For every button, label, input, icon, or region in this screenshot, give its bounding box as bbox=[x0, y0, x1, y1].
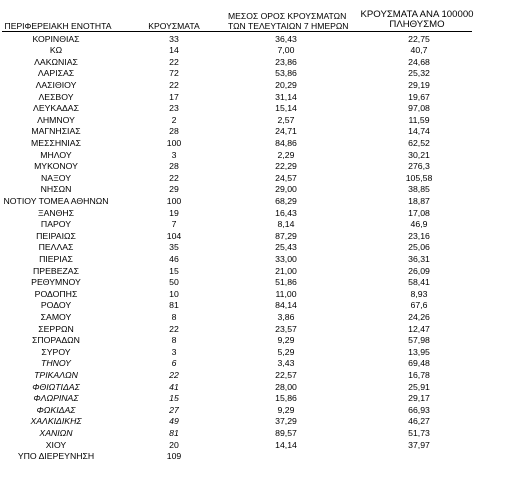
cases-cell: 10 bbox=[169, 288, 179, 299]
per100k-cell: 105,58 bbox=[405, 172, 433, 183]
cases-cell: 27 bbox=[169, 404, 179, 415]
region-cell: ΞΑΝΘΗΣ bbox=[37, 207, 75, 218]
avg7-cell: 16,43 bbox=[275, 207, 297, 218]
per100k-cell: 14,74 bbox=[408, 126, 430, 137]
region-cell: ΠΡΕΒΕΖΑΣ bbox=[33, 265, 79, 276]
per100k-cell: 57,98 bbox=[408, 335, 430, 346]
per100k-cell: 58,41 bbox=[408, 277, 430, 288]
header-divider bbox=[2, 31, 472, 32]
avg7-cell: 15,14 bbox=[275, 103, 297, 114]
avg7-cell: 3,43 bbox=[277, 358, 295, 369]
cases-cell: 41 bbox=[169, 381, 179, 392]
table-row bbox=[0, 80, 525, 91]
region-cell: ΝΗΣΩΝ bbox=[40, 184, 72, 195]
avg7-cell: 3,86 bbox=[277, 311, 295, 322]
table-row bbox=[0, 335, 525, 346]
cases-cell: 22 bbox=[169, 79, 179, 90]
region-cell: ΠΕΛΛΑΣ bbox=[38, 242, 74, 253]
avg7-cell: 2,29 bbox=[277, 149, 295, 160]
avg7-cell: 36,43 bbox=[275, 33, 297, 44]
region-cell: ΡΕΘΥΜΝΟΥ bbox=[31, 277, 81, 288]
per100k-cell: 24,26 bbox=[408, 311, 430, 322]
table-row bbox=[0, 312, 525, 323]
per100k-cell: 25,32 bbox=[408, 68, 430, 79]
table-row bbox=[0, 277, 525, 288]
region-cell: ΦΩΚΙΔΑΣ bbox=[36, 404, 76, 415]
region-cell: ΣΠΟΡΑΔΩΝ bbox=[32, 335, 80, 346]
table-row bbox=[0, 103, 525, 114]
avg7-cell: 22,29 bbox=[275, 161, 297, 172]
per100k-cell: 8,93 bbox=[410, 288, 428, 299]
region-cell: ΛΑΚΩΝΙΑΣ bbox=[34, 56, 78, 67]
table-row bbox=[0, 266, 525, 277]
cases-cell: 29 bbox=[169, 184, 179, 195]
table-row bbox=[0, 196, 525, 207]
table-row bbox=[0, 242, 525, 253]
region-cell: ΡΟΔΟΠΗΣ bbox=[34, 288, 78, 299]
per100k-cell: 66,93 bbox=[408, 404, 430, 415]
table-row bbox=[0, 358, 525, 369]
avg7-cell: 23,57 bbox=[275, 323, 297, 334]
header-region: ΠΕΡΙΦΕΡΕΙΑΚΗ ΕΝΟΤΗΤΑ bbox=[4, 21, 112, 31]
avg7-cell: 15,86 bbox=[275, 393, 297, 404]
per100k-cell: 51,73 bbox=[408, 427, 430, 438]
table-row bbox=[0, 138, 525, 149]
cases-cell: 81 bbox=[169, 427, 179, 438]
table-row bbox=[0, 347, 525, 358]
avg7-cell: 11,00 bbox=[275, 288, 297, 299]
avg7-cell: 29,00 bbox=[275, 184, 297, 195]
cases-cell: 22 bbox=[169, 323, 179, 334]
avg7-cell: 84,86 bbox=[275, 137, 297, 148]
cases-cell: 104 bbox=[166, 230, 182, 241]
region-cell: ΧΙΟΥ bbox=[45, 439, 67, 450]
region-cell: ΜΕΣΣΗΝΙΑΣ bbox=[31, 137, 81, 148]
avg7-cell: 87,29 bbox=[275, 230, 297, 241]
region-cell: ΡΟΔΟΥ bbox=[40, 300, 72, 311]
avg7-cell: 37,29 bbox=[275, 416, 297, 427]
per100k-cell: 30,21 bbox=[408, 149, 430, 160]
table-row bbox=[0, 405, 525, 416]
cases-cell: 23 bbox=[169, 103, 179, 114]
region-cell: ΜΗΛΟΥ bbox=[40, 149, 72, 160]
avg7-cell: 24,57 bbox=[275, 172, 297, 183]
header-cases: ΚΡΟΥΣΜΑΤΑ bbox=[148, 21, 200, 31]
region-cell: ΠΕΙΡΑΙΩΣ bbox=[36, 230, 76, 241]
region-cell: ΦΘΙΩΤΙΔΑΣ bbox=[32, 381, 80, 392]
avg7-cell: 51,86 bbox=[275, 277, 297, 288]
table-row bbox=[0, 184, 525, 195]
header-avg7-line2: ΤΩΝ ΤΕΛΕΥΤΑΙΩΝ 7 ΗΜΕΡΩΝ bbox=[228, 21, 349, 31]
table-row bbox=[0, 208, 525, 219]
per100k-cell: 46,27 bbox=[408, 416, 430, 427]
cases-cell: 100 bbox=[166, 195, 182, 206]
per100k-cell: 24,68 bbox=[408, 56, 430, 67]
table-row bbox=[0, 231, 525, 242]
cases-cell: 22 bbox=[169, 172, 179, 183]
region-cell: ΦΛΩΡΙΝΑΣ bbox=[33, 393, 79, 404]
table-row bbox=[0, 45, 525, 56]
cases-cell: 28 bbox=[169, 161, 179, 172]
table-row bbox=[0, 324, 525, 335]
region-cell: ΛΑΡΙΣΑΣ bbox=[37, 68, 75, 79]
table-row bbox=[0, 68, 525, 79]
per100k-cell: 17,08 bbox=[408, 207, 430, 218]
cases-cell: 49 bbox=[169, 416, 179, 427]
table-row bbox=[0, 451, 525, 462]
per100k-cell: 13,95 bbox=[408, 346, 430, 357]
cases-cell: 28 bbox=[169, 126, 179, 137]
avg7-cell: 68,29 bbox=[275, 195, 297, 206]
table-row bbox=[0, 428, 525, 439]
region-cell: ΛΕΥΚΑΔΑΣ bbox=[33, 103, 79, 114]
per100k-cell: 69,48 bbox=[408, 358, 430, 369]
table-row bbox=[0, 393, 525, 404]
region-cell: ΛΕΣΒΟΥ bbox=[38, 91, 74, 102]
cases-cell: 3 bbox=[171, 346, 177, 357]
region-cell: ΝΟΤΙΟΥ ΤΟΜΕΑ ΑΘΗΝΩΝ bbox=[3, 195, 109, 206]
avg7-cell: 33,00 bbox=[275, 253, 297, 264]
per100k-cell: 12,47 bbox=[408, 323, 430, 334]
region-cell: ΥΠΟ ΔΙΕΡΕΥΝΗΣΗ bbox=[17, 451, 95, 462]
table-row bbox=[0, 416, 525, 427]
cases-cell: 81 bbox=[169, 300, 179, 311]
table-row bbox=[0, 161, 525, 172]
avg7-cell: 84,14 bbox=[275, 300, 297, 311]
per100k-cell: 11,59 bbox=[408, 114, 430, 125]
per100k-cell: 46,9 bbox=[410, 219, 428, 230]
cases-cell: 8 bbox=[171, 335, 177, 346]
header-per100k-line2: ΠΛΗΘΥΣΜΟ bbox=[389, 19, 445, 30]
region-cell: ΛΗΜΝΟΥ bbox=[37, 114, 75, 125]
avg7-cell: 9,29 bbox=[277, 404, 295, 415]
region-cell: ΣΥΡΟΥ bbox=[41, 346, 71, 357]
table-row bbox=[0, 126, 525, 137]
region-cell: ΧΑΝΙΩΝ bbox=[39, 427, 73, 438]
per100k-cell: 276,3 bbox=[408, 161, 430, 172]
avg7-cell: 24,71 bbox=[275, 126, 297, 137]
per100k-cell: 25,91 bbox=[408, 381, 430, 392]
cases-cell: 46 bbox=[169, 253, 179, 264]
cases-cell: 15 bbox=[169, 265, 179, 276]
table-row bbox=[0, 57, 525, 68]
region-cell: ΚΟΡΙΝΘΙΑΣ bbox=[32, 33, 80, 44]
per100k-cell: 22,75 bbox=[408, 33, 430, 44]
cases-cell: 33 bbox=[169, 33, 179, 44]
per100k-cell: 29,19 bbox=[408, 79, 430, 90]
avg7-cell: 31,14 bbox=[275, 91, 297, 102]
region-cell: ΠΑΡΟΥ bbox=[40, 219, 72, 230]
cases-cell: 19 bbox=[169, 207, 179, 218]
table-row bbox=[0, 254, 525, 265]
table-row bbox=[0, 92, 525, 103]
region-cell: ΝΑΞΟΥ bbox=[41, 172, 71, 183]
table-row bbox=[0, 382, 525, 393]
cases-cell: 22 bbox=[169, 56, 179, 67]
per100k-cell: 16,78 bbox=[408, 369, 430, 380]
cases-cell: 35 bbox=[169, 242, 179, 253]
avg7-cell: 23,86 bbox=[275, 56, 297, 67]
avg7-cell: 20,29 bbox=[275, 79, 297, 90]
avg7-cell: 14,14 bbox=[275, 439, 297, 450]
region-cell: ΧΑΛΚΙΔΙΚΗΣ bbox=[30, 416, 82, 427]
avg7-cell: 25,43 bbox=[275, 242, 297, 253]
cases-cell: 17 bbox=[169, 91, 179, 102]
cases-cell: 109 bbox=[166, 451, 182, 462]
table-row bbox=[0, 34, 525, 45]
region-cell: ΣΑΜΟΥ bbox=[40, 311, 72, 322]
avg7-cell: 7,00 bbox=[277, 45, 295, 56]
avg7-cell: 21,00 bbox=[275, 265, 297, 276]
cases-cell: 14 bbox=[169, 45, 179, 56]
region-cell: ΜΑΓΝΗΣΙΑΣ bbox=[31, 126, 81, 137]
table-row bbox=[0, 289, 525, 300]
per100k-cell: 67,6 bbox=[410, 300, 428, 311]
cases-cell: 50 bbox=[169, 277, 179, 288]
per100k-cell: 19,67 bbox=[408, 91, 430, 102]
per100k-cell: 26,09 bbox=[408, 265, 430, 276]
per100k-cell: 38,85 bbox=[408, 184, 430, 195]
cases-cell: 100 bbox=[166, 137, 182, 148]
avg7-cell: 8,14 bbox=[277, 219, 295, 230]
per100k-cell: 40,7 bbox=[410, 45, 428, 56]
cases-cell: 72 bbox=[169, 68, 179, 79]
cases-cell: 2 bbox=[171, 114, 177, 125]
per100k-cell: 23,16 bbox=[408, 230, 430, 241]
per100k-cell: 37,97 bbox=[408, 439, 430, 450]
cases-cell: 20 bbox=[169, 439, 179, 450]
cases-cell: 8 bbox=[171, 311, 177, 322]
per100k-cell: 25,06 bbox=[408, 242, 430, 253]
cases-cell: 6 bbox=[171, 358, 177, 369]
header-avg7-line1: ΜΕΣΟΣ ΟΡΟΣ ΚΡΟΥΣΜΑΤΩΝ bbox=[228, 11, 347, 21]
per100k-cell: 62,52 bbox=[408, 137, 430, 148]
header-per100k-line1: ΚΡΟΥΣΜΑΤΑ ΑΝΑ 100000 bbox=[360, 9, 474, 20]
cases-cell: 15 bbox=[169, 393, 179, 404]
table-row bbox=[0, 150, 525, 161]
avg7-cell: 22,57 bbox=[275, 369, 297, 380]
region-cell: ΤΗΝΟΥ bbox=[41, 358, 71, 369]
avg7-cell: 89,57 bbox=[275, 427, 297, 438]
region-cell: ΜΥΚΟΝΟΥ bbox=[34, 161, 78, 172]
region-cell: ΣΕΡΡΩΝ bbox=[38, 323, 74, 334]
region-cell: ΚΩ bbox=[49, 45, 63, 56]
per100k-cell: 36,31 bbox=[408, 253, 430, 264]
avg7-cell: 53,86 bbox=[275, 68, 297, 79]
region-cell: ΠΙΕΡΙΑΣ bbox=[39, 253, 73, 264]
avg7-cell: 9,29 bbox=[277, 335, 295, 346]
table-row bbox=[0, 440, 525, 451]
per100k-cell: 18,87 bbox=[408, 195, 430, 206]
region-cell: ΛΑΣΙΘΙΟΥ bbox=[35, 79, 77, 90]
per100k-cell: 97,08 bbox=[408, 103, 430, 114]
table-row bbox=[0, 173, 525, 184]
table-row bbox=[0, 219, 525, 230]
avg7-cell: 5,29 bbox=[277, 346, 295, 357]
cases-cell: 3 bbox=[171, 149, 177, 160]
avg7-cell: 2,57 bbox=[277, 114, 295, 125]
avg7-cell: 28,00 bbox=[275, 381, 297, 392]
cases-cell: 22 bbox=[169, 369, 179, 380]
table-row bbox=[0, 300, 525, 311]
table-row bbox=[0, 115, 525, 126]
region-cell: ΤΡΙΚΑΛΩΝ bbox=[34, 369, 78, 380]
per100k-cell: 29,17 bbox=[408, 393, 430, 404]
cases-cell: 7 bbox=[171, 219, 177, 230]
table-row bbox=[0, 370, 525, 381]
